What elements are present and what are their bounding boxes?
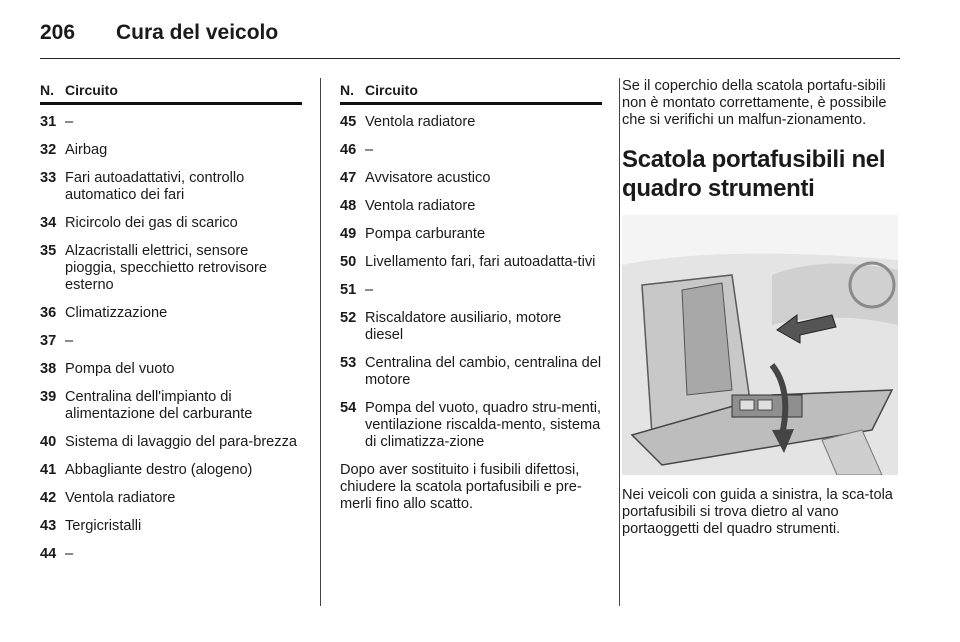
fuse-row bbox=[40, 389, 302, 423]
circuit-description: Pompa del vuoto bbox=[65, 361, 175, 377]
fuse-number: 47 bbox=[340, 170, 357, 186]
fuse-number: 39 bbox=[40, 389, 57, 405]
circuit-description: Sistema di lavaggio del para-brezza bbox=[65, 434, 298, 450]
table-header-label: Circuito bbox=[65, 82, 118, 98]
table-header-num: N. bbox=[340, 82, 354, 98]
fuse-row bbox=[40, 361, 302, 378]
fuse-row bbox=[40, 518, 302, 535]
page-number: 206 bbox=[40, 21, 76, 44]
fuse-table-column-2 bbox=[340, 78, 602, 513]
fuse-row bbox=[340, 198, 602, 215]
fuse-number: 48 bbox=[340, 198, 357, 214]
circuit-description: – bbox=[65, 546, 74, 562]
circuit-description: – bbox=[65, 333, 74, 349]
fuse-number: 49 bbox=[340, 226, 357, 242]
fuse-row bbox=[340, 400, 602, 451]
circuit-description: Tergicristalli bbox=[65, 518, 142, 534]
fuse-row bbox=[40, 333, 302, 350]
fuse-row bbox=[40, 170, 302, 204]
fuse-row bbox=[340, 310, 602, 344]
circuit-description: Riscaldatore ausiliario, motore diesel bbox=[365, 310, 562, 343]
fuse-number: 35 bbox=[40, 243, 57, 259]
circuit-description: Pompa del vuoto, quadro stru-menti, ventilazione riscalda-mento, sistema di climatizza-zione bbox=[365, 400, 602, 450]
fuse-number: 41 bbox=[40, 462, 57, 478]
circuit-description: Climatizzazione bbox=[65, 305, 168, 321]
circuit-description: Avvisatore acustico bbox=[365, 170, 491, 186]
section-heading: Scatola portafusibili nel quadro strumenti bbox=[622, 146, 886, 202]
fuse-row bbox=[40, 243, 302, 294]
table-header bbox=[40, 78, 302, 105]
fuse-number: 54 bbox=[340, 400, 357, 416]
fuse-row bbox=[340, 355, 602, 389]
fuse-row bbox=[340, 142, 602, 159]
instruction-paragraph: Dopo aver sostituito i fusibili difettosi, chiudere la scatola portafusibili e pre-merli fino allo scatto. bbox=[340, 462, 582, 512]
text-column-3 bbox=[622, 78, 904, 538]
circuit-description: Livellamento fari, fari autoadatta-tivi bbox=[365, 254, 596, 270]
fuse-box-icon bbox=[622, 215, 898, 475]
table-header-num: N. bbox=[40, 82, 54, 98]
fuse-number: 36 bbox=[40, 305, 57, 321]
fuse-row bbox=[40, 142, 302, 159]
fuse-number: 32 bbox=[40, 142, 57, 158]
fuse-number: 33 bbox=[40, 170, 57, 186]
figure-caption: Nei veicoli con guida a sinistra, la sca-tola portafusibili si trova dietro al vano portaoggetti del quadro strumenti. bbox=[622, 487, 893, 537]
fuse-row bbox=[40, 546, 302, 563]
fuse-row bbox=[340, 170, 602, 187]
circuit-description: – bbox=[365, 282, 374, 298]
circuit-description: Airbag bbox=[65, 142, 108, 158]
fuse-number: 34 bbox=[40, 215, 57, 231]
fuse-number: 52 bbox=[340, 310, 357, 326]
page-header bbox=[40, 18, 278, 48]
circuit-description: Fari autoadattativi, controllo automatico dei fari bbox=[65, 170, 245, 203]
fuse-row bbox=[340, 282, 602, 299]
column-divider bbox=[619, 78, 620, 606]
fuse-number: 44 bbox=[40, 546, 57, 562]
fuse-row bbox=[40, 114, 302, 131]
fuse-number: 37 bbox=[40, 333, 57, 349]
fuse-table-column-1 bbox=[40, 78, 302, 574]
fuse-row bbox=[40, 215, 302, 232]
circuit-description: Ricircolo dei gas di scarico bbox=[65, 215, 238, 231]
fuse-number: 46 bbox=[340, 142, 357, 158]
fuse-box-illustration bbox=[622, 215, 898, 475]
circuit-description: Alzacristalli elettrici, sensore pioggia, specchietto retrovisore esterno bbox=[65, 243, 267, 293]
fuse-rows bbox=[40, 114, 302, 563]
table-header-label: Circuito bbox=[365, 82, 418, 98]
fuse-number: 51 bbox=[340, 282, 357, 298]
fuse-row bbox=[340, 254, 602, 271]
table-header bbox=[340, 78, 602, 105]
circuit-description: Pompa carburante bbox=[365, 226, 486, 242]
fuse-row bbox=[40, 305, 302, 322]
fuse-row bbox=[40, 462, 302, 479]
fuse-row bbox=[40, 490, 302, 507]
fuse-number: 50 bbox=[340, 254, 357, 270]
circuit-description: Centralina dell'impianto di alimentazione del carburante bbox=[65, 389, 253, 422]
circuit-description: Abbagliante destro (alogeno) bbox=[65, 462, 253, 478]
fuse-row bbox=[340, 114, 602, 131]
warning-paragraph: Se il coperchio della scatola portafu-sibili non è montato correttamente, è possibile che si verifichi un malfun-zionamento. bbox=[622, 78, 887, 128]
fuse-number: 42 bbox=[40, 490, 57, 506]
column-divider bbox=[320, 78, 321, 606]
fuse-row bbox=[40, 434, 302, 451]
fuse-number: 43 bbox=[40, 518, 57, 534]
header-rule bbox=[40, 58, 900, 59]
circuit-description: Ventola radiatore bbox=[365, 198, 476, 214]
circuit-description: Centralina del cambio, centralina del motore bbox=[365, 355, 602, 388]
fuse-number: 40 bbox=[40, 434, 57, 450]
circuit-description: Ventola radiatore bbox=[365, 114, 476, 130]
page-title: Cura del veicolo bbox=[116, 21, 279, 44]
fuse-row bbox=[340, 226, 602, 243]
fuse-number: 38 bbox=[40, 361, 57, 377]
fuse-number: 53 bbox=[340, 355, 357, 371]
circuit-description: Ventola radiatore bbox=[65, 490, 176, 506]
circuit-description: – bbox=[65, 114, 74, 130]
circuit-description: – bbox=[365, 142, 374, 158]
fuse-rows bbox=[340, 114, 602, 451]
fuse-number: 31 bbox=[40, 114, 57, 130]
fuse-number: 45 bbox=[340, 114, 357, 130]
